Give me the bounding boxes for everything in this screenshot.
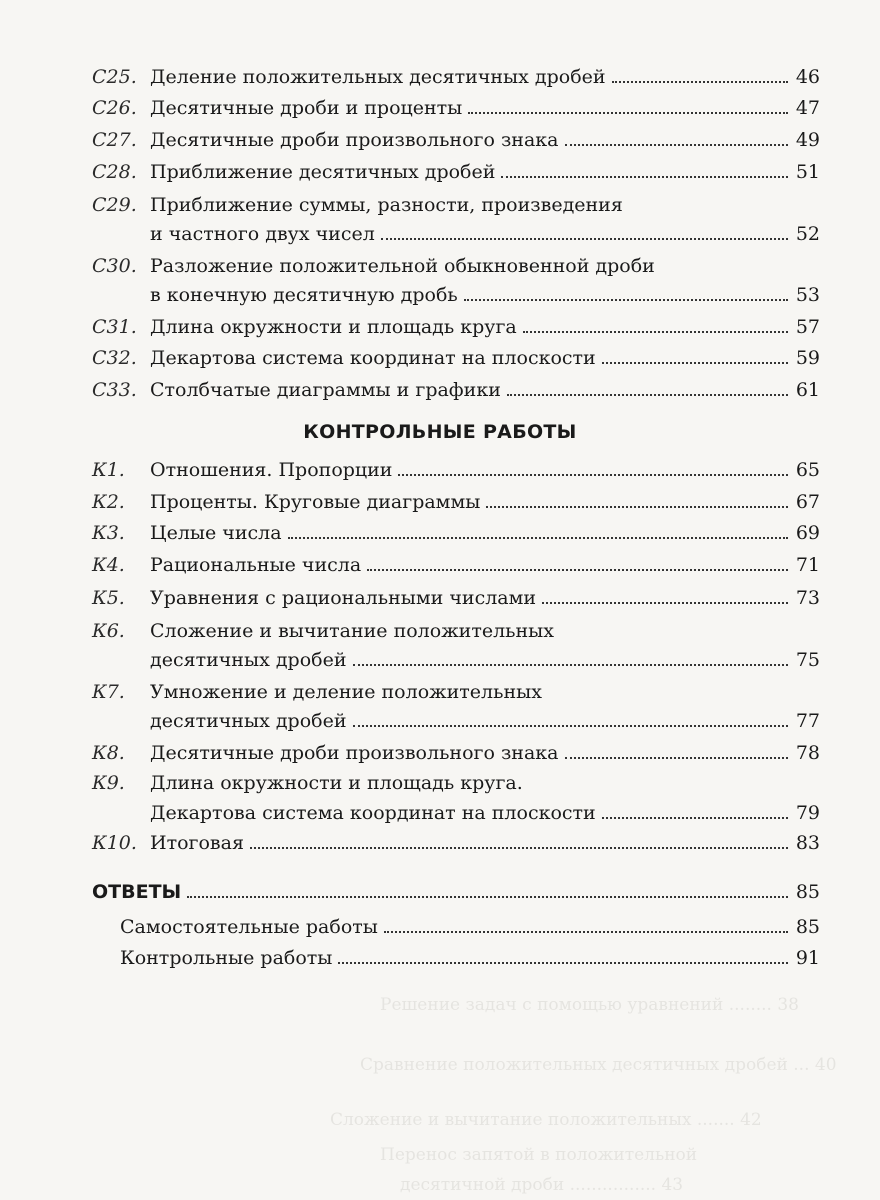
toc-entry-answers-control[interactable] (120, 943, 820, 973)
entry-title: Приближение десятичных дробей (150, 161, 496, 183)
entry-title-line1: Сложение и вычитание положительных (150, 620, 555, 642)
entry-number: С25. (92, 66, 137, 88)
leader-dots (468, 111, 788, 114)
entry-number: К4. (92, 554, 125, 576)
svg-text:Перенос запятой в положительно: Перенос запятой в положительной (380, 1145, 698, 1165)
entry-title: Уравнения с рациональными числами (150, 587, 537, 609)
page-number: 49 (795, 129, 820, 151)
entry-title: Контрольные работы (120, 947, 333, 969)
leader-dots (338, 961, 788, 964)
page-number: 79 (795, 802, 820, 824)
page-number: 52 (795, 223, 820, 245)
entry-title-line2: и частного двух чисел (150, 223, 375, 245)
leader-dots (602, 816, 788, 819)
entry-title: Рациональные числа (150, 554, 362, 576)
entry-title: Самостоятельные работы (120, 916, 378, 938)
entry-title: Итоговая (150, 832, 244, 854)
entry-title: Проценты. Круговые диаграммы (150, 491, 481, 513)
entry-number: С31. (92, 316, 137, 338)
entry-number: К10. (92, 832, 137, 854)
page-number: 73 (795, 587, 820, 609)
entry-number: К1. (92, 459, 125, 481)
page-number: 71 (795, 554, 820, 576)
entry-title-line1: Умножение и деление положительных (150, 681, 542, 703)
page-number: 85 (795, 916, 820, 938)
toc-entry-answers[interactable] (92, 877, 820, 907)
leader-dots (507, 393, 788, 396)
entry-number: С32. (92, 347, 137, 369)
svg-text:Сравнение положительных десяти: Сравнение положительных десятичных дробей ... 40 (360, 1055, 837, 1075)
leader-dots (250, 846, 788, 849)
entry-number: К5. (92, 587, 125, 609)
entry-title: Целые числа (150, 522, 282, 544)
entry-title-line2: в конечную десятичную дробь (150, 284, 458, 306)
entry-title: Столбчатые диаграммы и графики (150, 379, 501, 401)
leader-dots (187, 895, 788, 898)
page-number: 57 (795, 316, 820, 338)
svg-text:Решение задач с помощью уравне: Решение задач с помощью уравнений ........ 38 (380, 995, 799, 1015)
entry-number: С30. (92, 255, 137, 277)
page-number: 53 (795, 284, 820, 306)
entry-number: К7. (92, 681, 125, 703)
page-number: 67 (795, 491, 820, 513)
entry-title: Деление положительных десятичных дробей (150, 66, 606, 88)
entry-number: С27. (92, 129, 137, 151)
leader-dots (602, 361, 788, 364)
leader-dots (612, 80, 788, 83)
entry-number: К6. (92, 620, 125, 642)
entry-title: Десятичные дроби и проценты (150, 97, 463, 119)
page-number: 85 (795, 881, 820, 903)
leader-dots (367, 568, 788, 571)
entry-title-line2: Декартова система координат на плоскости (150, 802, 596, 824)
entry-title-line1: Длина окружности и площадь круга. (150, 772, 523, 794)
svg-text:десятичной дроби .............: десятичной дроби ................ 43 (400, 1175, 684, 1195)
control-works-heading: КОНТРОЛЬНЫЕ РАБОТЫ (303, 421, 577, 443)
entry-number: К3. (92, 522, 125, 544)
leader-dots (288, 536, 788, 539)
entry-number: К8. (92, 742, 125, 764)
leader-dots (523, 330, 788, 333)
page-number: 46 (795, 66, 820, 88)
leader-dots (384, 930, 788, 933)
leader-dots (353, 724, 789, 727)
entry-title-line2: десятичных дробей (150, 649, 347, 671)
entry-title-line1: Разложение положительной обыкновенной дроби (150, 255, 655, 277)
page-number: 51 (795, 161, 820, 183)
entry-title: Длина окружности и площадь круга (150, 316, 517, 338)
page-number: 75 (795, 649, 820, 671)
entry-number: С33. (92, 379, 137, 401)
leader-dots (501, 175, 788, 178)
page-number: 77 (795, 710, 820, 732)
leader-dots (565, 756, 789, 759)
entry-title-line2: десятичных дробей (150, 710, 347, 732)
entry-title: Десятичные дроби произвольного знака (150, 129, 559, 151)
leader-dots (542, 601, 788, 604)
entry-title: Отношения. Пропорции (150, 459, 393, 481)
leader-dots (464, 298, 788, 301)
leader-dots (398, 473, 788, 476)
page-number: 69 (795, 522, 820, 544)
leader-dots (381, 237, 788, 240)
page-number: 65 (795, 459, 820, 481)
entry-number: С26. (92, 97, 137, 119)
page-number: 83 (795, 832, 820, 854)
entry-title: Декартова система координат на плоскости (150, 347, 596, 369)
toc-entry-answers-independent[interactable] (120, 912, 820, 942)
entry-title: Десятичные дроби произвольного знака (150, 742, 559, 764)
page-number: 59 (795, 347, 820, 369)
svg-text:Сложение и вычитание положител: Сложение и вычитание положительных ....... 42 (330, 1110, 762, 1130)
page-number: 47 (795, 97, 820, 119)
leader-dots (486, 505, 788, 508)
entry-number: К9. (92, 772, 125, 794)
page-number: 61 (795, 379, 820, 401)
entry-number: С28. (92, 161, 137, 183)
entry-title-line1: Приближение суммы, разности, произведения (150, 194, 623, 216)
answers-heading: ОТВЕТЫ (92, 881, 182, 903)
entry-number: С29. (92, 194, 137, 216)
entry-number: К2. (92, 491, 125, 513)
leader-dots (353, 663, 789, 666)
page-number: 78 (795, 742, 820, 764)
page-number: 91 (795, 947, 820, 969)
leader-dots (565, 143, 789, 146)
